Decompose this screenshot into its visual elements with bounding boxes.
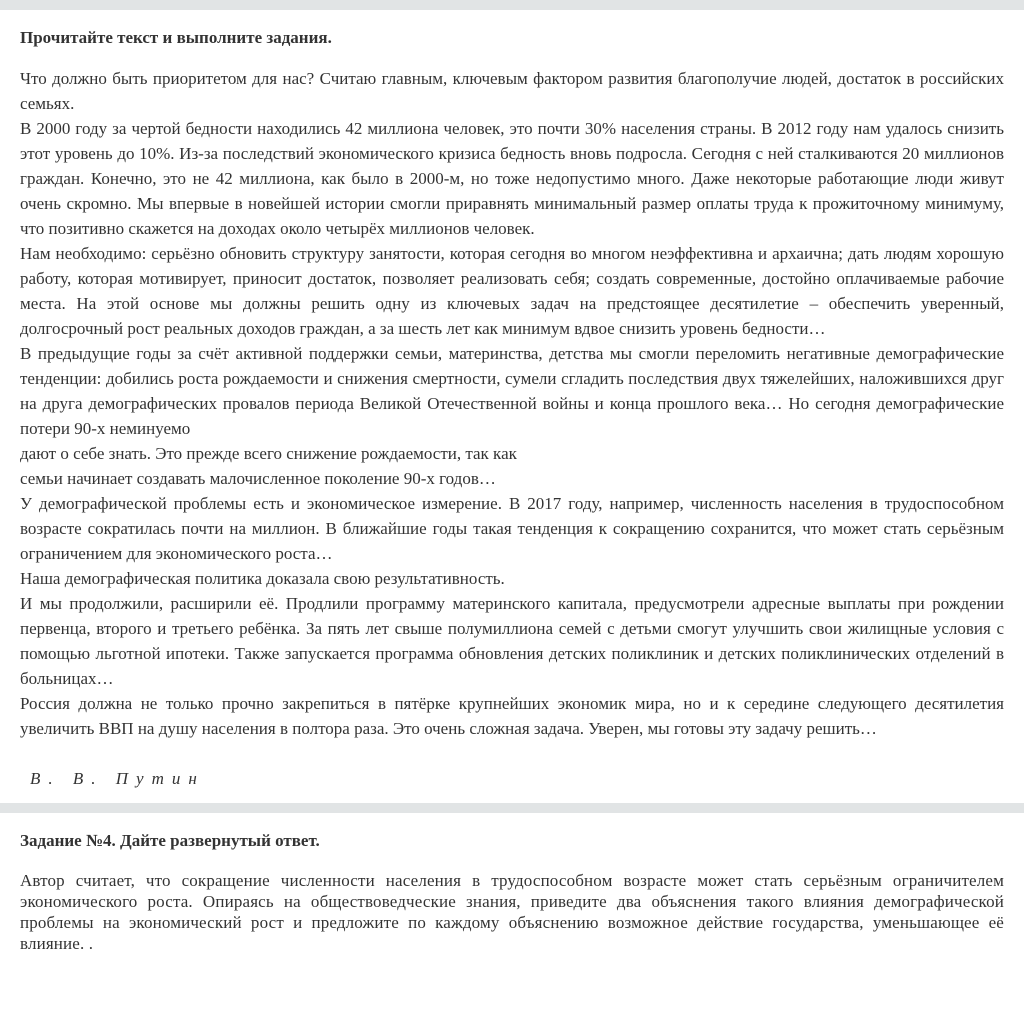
reading-section	[0, 28, 1024, 803]
task-section	[0, 831, 1024, 954]
paragraph: Россия должна не только прочно закрепиться в пятёрке крупнейших экономик мира, но и к середине следующего десятилетия увеличить ВВП на душу населения в полтора раза. Это очень сложная задача. Уверен, мы готовы эту задачу решить…	[20, 694, 1004, 738]
top-divider-band	[0, 0, 1024, 10]
task-text: Автор считает, что сокращение численности населения в трудоспособном возрасте может стать серьёзным ограничителем экономического роста. Опираясь на обществоведческие знания, приведите два объяснения такого влияния демографической проблемы на экономический рост и предложите по каждому объяснению возможное действие государства, уменьшающее её влияние. .	[20, 871, 1004, 953]
paragraph: семьи начинает создавать малочисленное поколение 90-х годов…	[20, 469, 496, 488]
paragraph: Наша демографическая политика доказала свою результативность.	[20, 569, 505, 588]
paragraph: В 2000 году за чертой бедности находились 42 миллиона человек, это почти 30% населения страны. В 2012 году нам удалось снизить этот уровень до 10%. Из-за последствий экономического кризиса бедность вновь подросла. Сегодня с ней сталкиваются 20 миллионов граждан. Конечно, это не 42 миллиона, как было в 2000-м, но тоже недопустимо много. Даже некоторые работающие люди живут очень скромно. Мы впервые в новейшей истории смогли приравнять минимальный размер оплаты труда к прожиточному минимуму, что позитивно скажется на доходах около четырёх миллионов человек.	[20, 119, 1004, 238]
author-signature: В. В. Путин	[30, 769, 205, 788]
paragraph: У демографической проблемы есть и экономическое измерение. В 2017 году, например, численность населения в трудоспособном возрасте сократилась почти на миллион. В ближайшие годы такая тенденция к сокращению сохранится, что может стать серьёзным ограничением для экономического роста…	[20, 494, 1004, 563]
paragraph: Нам необходимо: серьёзно обновить структуру занятости, которая сегодня во многом неэффективна и архаична; дать людям хорошую работу, которая мотивирует, приносит достаток, позволяет реализовать себя; создать современные, достойно оплачиваемые рабочие места. На этой основе мы должны решить одну из ключевых задач на предстоящее десятилетие – обеспечить уверенный, долгосрочный рост реальных доходов граждан, а за шесть лет как минимум вдвое снизить уровень бедности…	[20, 244, 1004, 338]
section-divider-band	[0, 803, 1024, 813]
section-heading: Прочитайте текст и выполните задания.	[20, 28, 332, 47]
paragraph: В предыдущие годы за счёт активной поддержки семьи, материнства, детства мы смогли переломить негативные демографические тенденции: добились роста рождаемости и снижения смертности, сумели сгладить последствия двух тяжелейших, наложившихся друг на друга демографических провалов периода Великой Отечественной войны и конца прошлого века… Но сегодня демографические потери 90-х неминуемо	[20, 344, 1004, 438]
paragraph: Что должно быть приоритетом для нас? Считаю главным, ключевым фактором развития благополучие людей, достаток в российских семьях.	[20, 69, 1004, 113]
reading-text	[20, 66, 1004, 741]
paragraph: дают о себе знать. Это прежде всего снижение рождаемости, так как	[20, 444, 517, 463]
task-heading: Задание №4. Дайте развернутый ответ.	[20, 831, 320, 850]
paragraph: И мы продолжили, расширили её. Продлили программу материнского капитала, предусмотрели адресные выплаты при рождении первенца, второго и третьего ребёнка. За пять лет свыше полумиллиона семей с детьми смогут улучшить свои жилищные условия с помощью льготной ипотеки. Также запускается программа обновления детских поликлиник и детских поликлинических отделений в больницах…	[20, 594, 1004, 688]
task-body	[20, 870, 1004, 954]
